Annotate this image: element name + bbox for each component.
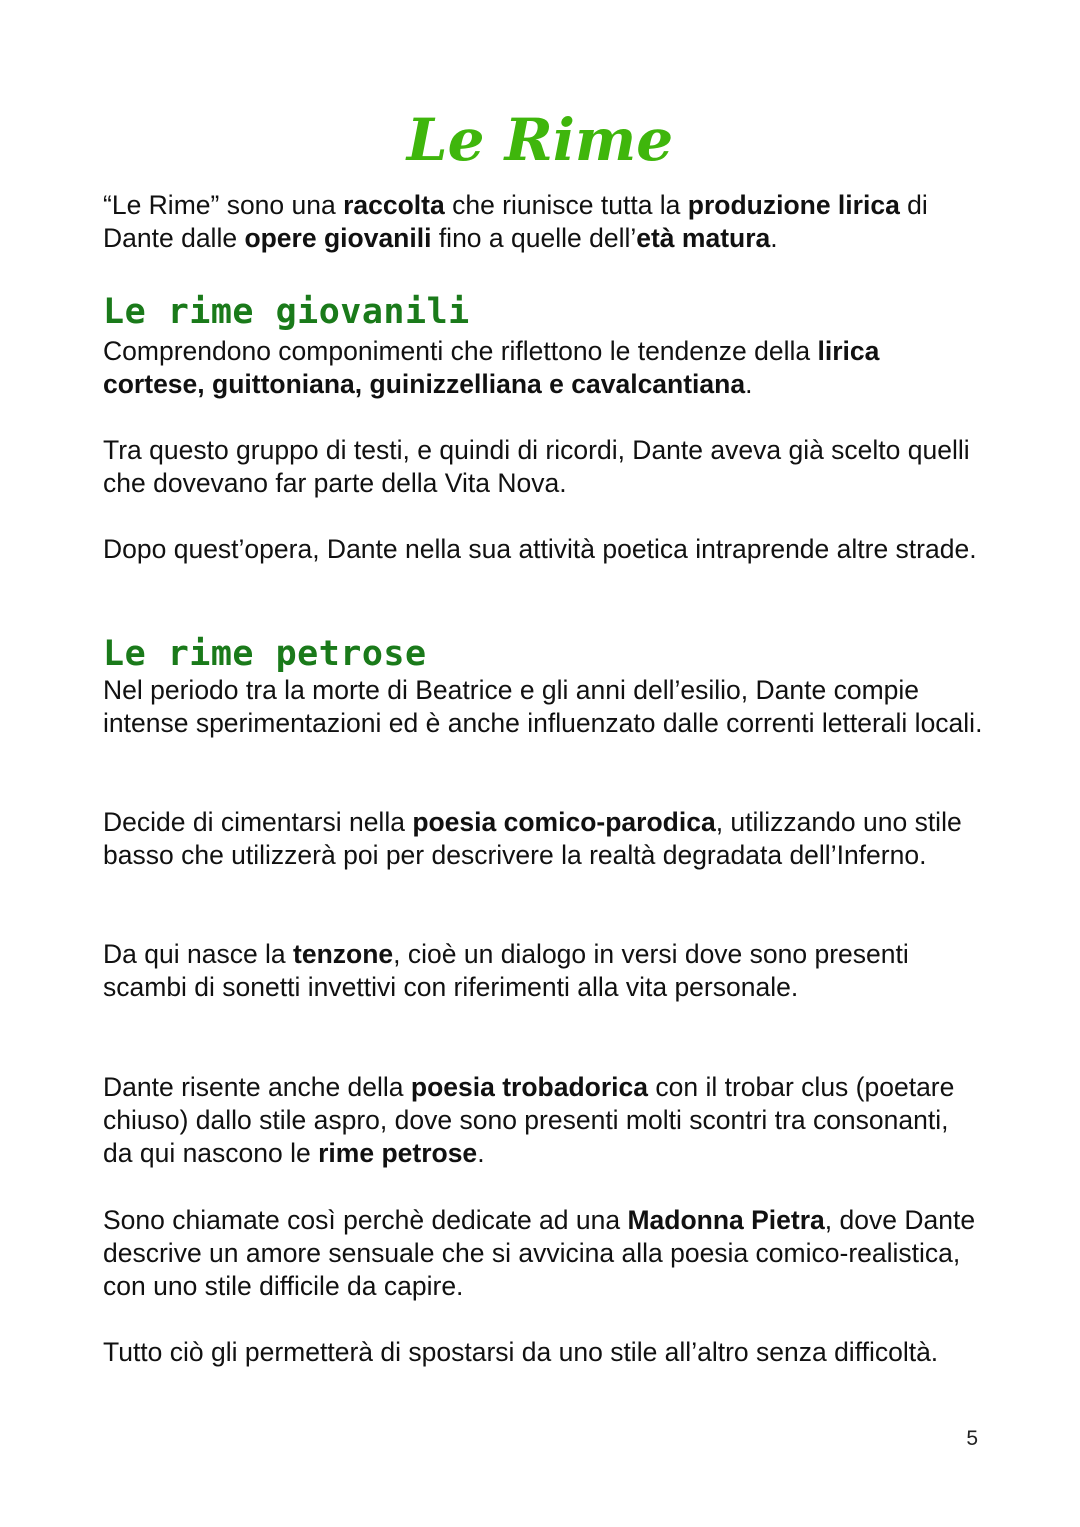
text-run: di Dante dalle: [103, 190, 928, 253]
text-run: .: [477, 1138, 485, 1168]
text-run: Comprendono componimenti che riflettono le tendenze della: [103, 336, 818, 366]
text-run: Da qui nasce la: [103, 939, 294, 969]
text-run: con il trobar clus (poetare chiuso) dallo stile aspro, dove sono presenti molti scontri tra consonanti, da qui nascono le: [103, 1072, 955, 1168]
text-run: che riunisce tutta la: [444, 190, 688, 220]
page-number: 5: [966, 1427, 978, 1450]
bold-run: tenzone: [293, 939, 394, 969]
petrose-paragraph-4: [103, 1071, 983, 1170]
text-run: , cioè un dialogo in versi dove sono presenti scambi di sonetti invettivi con riferimenti alla vita personale.: [103, 939, 909, 1002]
bold-run: poesia comico-parodica: [412, 807, 716, 837]
text-run: Sono chiamate così perchè dedicate ad una: [103, 1205, 628, 1235]
text-run: Decide di cimentarsi nella: [103, 807, 413, 837]
bold-run: età matura: [636, 223, 771, 253]
bold-run: rime petrose: [318, 1138, 478, 1168]
bold-run: Madonna Pietra: [627, 1205, 825, 1235]
petrose-paragraph-2: [103, 806, 983, 872]
petrose-paragraph-1: Nel periodo tra la morte di Beatrice e gli anni dell’esilio, Dante compie intense sperimentazioni ed è anche influenzato dalle correnti letterali locali.: [103, 675, 983, 738]
text-run: fino a quelle dell’: [431, 223, 637, 253]
section-heading-rime-petrose: Le rime petrose: [103, 634, 427, 674]
giovanili-paragraph-2: Tra questo gruppo di testi, e quindi di ricordi, Dante aveva già scelto quelli che dovevano far parte della Vita Nova.: [103, 435, 970, 498]
text-run: “Le Rime” sono una: [103, 190, 344, 220]
petrose-paragraph-3: [103, 938, 983, 1004]
bold-run: lirica cortese, guittoniana, guinizzelliana e cavalcantiana: [103, 336, 880, 399]
text-run: Dante risente anche della: [103, 1072, 411, 1102]
text-run: .: [745, 369, 753, 399]
text-run: .: [770, 223, 778, 253]
text-run: , dove Dante descrive un amore sensuale che si avvicina alla poesia comico-realistica, con uno stile difficile da capire.: [103, 1205, 976, 1301]
bold-run: opere giovanili: [244, 223, 432, 253]
petrose-paragraph-6: Tutto ciò gli permetterà di spostarsi da uno stile all’altro senza difficoltà.: [103, 1337, 939, 1367]
text-run: , utilizzando uno stile basso che utilizzerà poi per descrivere la realtà degradata dell’Inferno.: [103, 807, 962, 870]
section-heading-rime-giovanili: Le rime giovanili: [103, 292, 470, 332]
bold-run: raccolta: [343, 190, 445, 220]
petrose-paragraph-5: [103, 1204, 983, 1303]
giovanili-paragraph-3: Dopo quest’opera, Dante nella sua attività poetica intraprende altre strade.: [103, 534, 977, 564]
page-title: Le Rime: [406, 106, 674, 174]
giovanili-paragraph-1: [103, 335, 983, 401]
bold-run: produzione lirica: [687, 190, 900, 220]
bold-run: poesia trobadorica: [410, 1072, 648, 1102]
intro-paragraph: [103, 189, 983, 255]
